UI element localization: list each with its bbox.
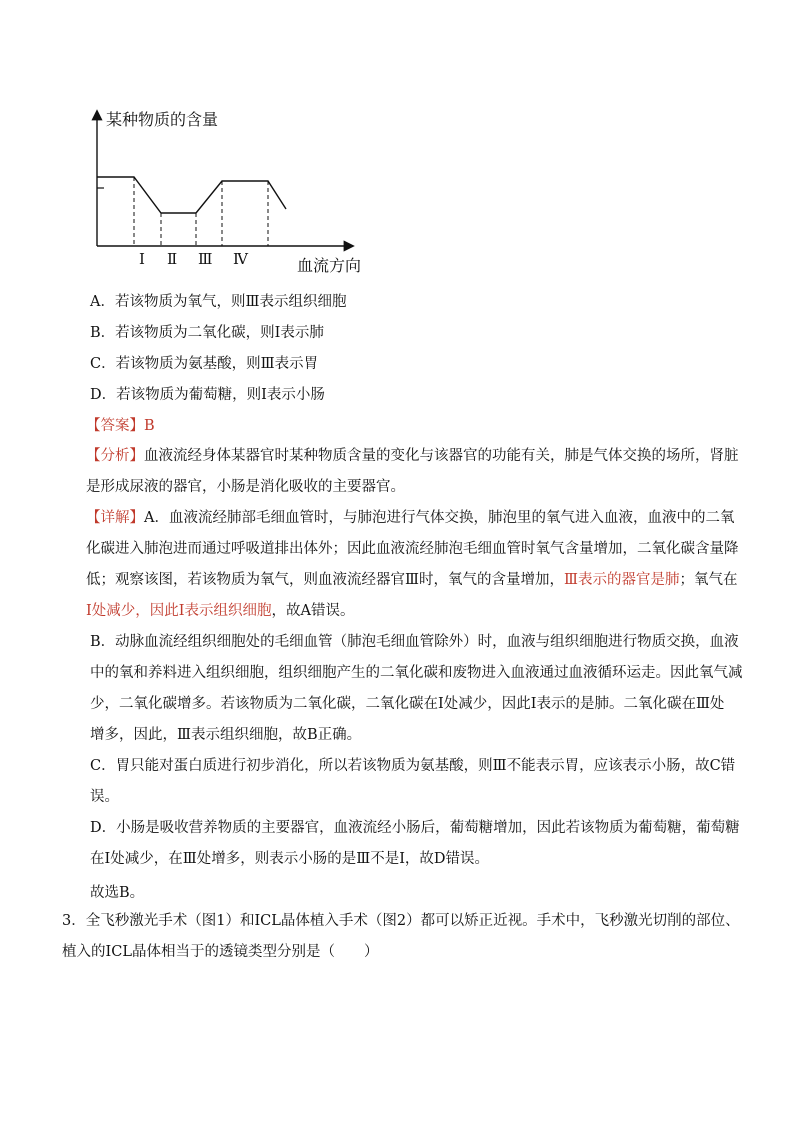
detail-a-red-1: Ⅲ表示的器官是肺: [563, 572, 680, 588]
detail-a-text-2: 化碳进入肺泡进而通过呼吸道排出体外；因此血液流经肺泡毛细血管时氧气含量增加，二氧化碳含量降: [86, 541, 739, 557]
detail-b-text-3: 少，二氧化碳增多。若该物质为二氧化碳，二氧化碳在Ⅰ处减少，因此Ⅰ表示的是肺。二氧化碳在Ⅲ处: [90, 696, 725, 712]
detail-a-text-4-end: ，故A错误。: [271, 603, 355, 619]
organ-label-3: Ⅲ: [198, 250, 213, 268]
detail-a-text-3-end: ；氧气在: [679, 572, 738, 588]
detail-d-text-2: 在Ⅰ处减少，在Ⅲ处增多，则表示小肠的是Ⅲ不是Ⅰ，故D错误。: [90, 851, 490, 867]
question-3-text-2: 植入的ICL晶体相当于的透镜类型分别是（ ）: [62, 944, 379, 960]
blood-flow-diagram: [86, 100, 386, 280]
organ-label-2: Ⅱ: [167, 250, 178, 268]
answer-value: B: [144, 418, 155, 434]
option-b: B．若该物质为二氧化碳，则Ⅰ表示肺: [90, 325, 324, 341]
detail-b-text-4: 增多，因此，Ⅲ表示组织细胞，故B正确。: [90, 727, 362, 743]
analysis-text-1: 血液流经身体某器官时某种物质含量的变化与该器官的功能有关，肺是气体交换的场所，肾脏: [144, 448, 739, 464]
analysis-text-2: 是形成尿液的器官，小肠是消化吸收的主要器官。: [86, 479, 405, 495]
detail-a-section: [86, 503, 739, 627]
question-3-text-1: 3．全飞秒激光手术（图1）和ICL晶体植入手术（图2）都可以矫正近视。手术中，飞秒激光切削的部位、: [62, 913, 740, 929]
detail-c-text-2: 误。: [90, 789, 119, 805]
answer-tag: 【答案】: [86, 418, 144, 434]
answer-line: [86, 416, 155, 436]
y-axis-label: 某种物质的含量: [106, 110, 219, 129]
organ-label-4: Ⅳ: [233, 250, 248, 268]
analysis-section: [86, 441, 739, 503]
detail-b-section: [90, 627, 743, 751]
organ-label-1: Ⅰ: [139, 250, 145, 268]
option-d: D．若该物质为葡萄糖，则Ⅰ表示小肠: [90, 387, 325, 403]
x-axis-label: 血流方向: [297, 256, 362, 275]
detail-tag: 【详解】: [86, 510, 144, 526]
content-curve: [97, 177, 286, 213]
option-c: C．若该物质为氨基酸，则Ⅲ表示胃: [90, 356, 319, 372]
detail-d-text-1: D．小肠是吸收营养物质的主要器官，血液流经小肠后，葡萄糖增加，因此若该物质为葡萄糖，葡萄糖: [90, 820, 740, 836]
detail-c-section: [90, 751, 735, 813]
question-3: [62, 906, 740, 968]
conclusion: 故选B。: [90, 885, 145, 901]
detail-b-text-1: B．动脉血流经组织细胞处的毛细血管（肺泡毛细血管除外）时，血液与组织细胞进行物质交换，血液: [90, 634, 739, 650]
detail-a-text-3: 低；观察该图，若该物质为氧气，则血液流经器官Ⅲ时，氧气的含量增加，: [86, 572, 564, 588]
analysis-tag: 【分析】: [86, 448, 144, 464]
detail-c-text-1: C．胃只能对蛋白质进行初步消化，所以若该物质为氨基酸，则Ⅲ不能表示胃，应该表示小肠，故C错: [90, 758, 736, 774]
detail-a-red-2: Ⅰ处减少，因此Ⅰ表示组织细胞: [86, 603, 272, 619]
detail-b-text-2: 中的氧和养料进入组织细胞，组织细胞产生的二氧化碳和废物进入血液通过血液循环运走。因此氧气减: [90, 665, 743, 681]
detail-d-section: [90, 813, 740, 875]
option-a: A．若该物质为氧气，则Ⅲ表示组织细胞: [90, 294, 347, 310]
dashed-dividers: [134, 177, 268, 246]
detail-a-text-1: A．血液流经肺部毛细血管时，与肺泡进行气体交换，肺泡里的氧气进入血液，血液中的二氧: [144, 510, 735, 526]
